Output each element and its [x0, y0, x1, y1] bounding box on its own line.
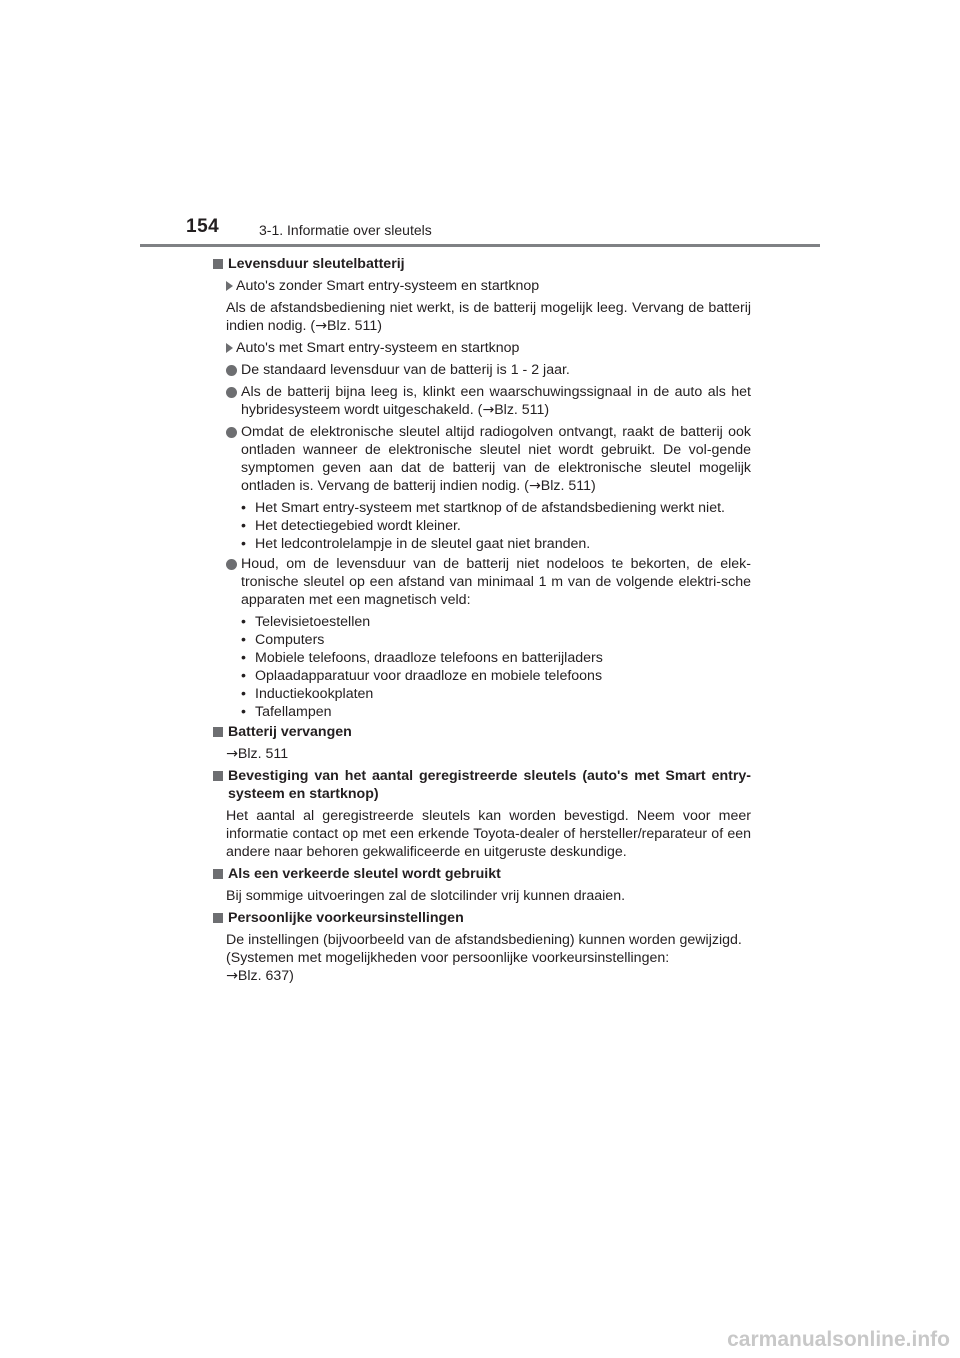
watermark-text: carmanualsonline.info [727, 1328, 950, 1351]
subheading-without-smart-entry: Auto's zonder Smart entry-systeem en startknop [211, 277, 751, 295]
heading-battery-life: Levensduur sleutelbatterij [211, 255, 751, 273]
square-bullet-icon [213, 869, 223, 879]
subheading-with-smart-entry: Auto's met Smart entry-systeem en startknop [211, 339, 751, 357]
arrow-icon: → [528, 478, 541, 494]
arrow-icon: → [226, 746, 238, 762]
device-list [211, 613, 751, 721]
square-bullet-icon [213, 259, 223, 269]
square-bullet-icon [213, 913, 223, 923]
bullet-item: Houd, om de levensduur van de batterij niet nodeloos te bekorten, de elek-tronische sleutel op een afstand van minimaal 1 m van de volgende elektri-sche apparaten met een magnetisch veld: [211, 555, 751, 609]
page-reference[interactable]: Blz. 637) [237, 968, 294, 984]
symptom-list [211, 499, 751, 553]
square-bullet-icon [213, 727, 223, 737]
list-item: • Het Smart entry-systeem met startknop of de afstandsbediening werkt niet. [241, 500, 725, 516]
paragraph-personal-settings: De instellingen (bijvoorbeeld van de afstandsbediening) kunnen worden gewijzigd. (Systemen met mogelijkheden voor persoonlijke voorkeursinstellingen: →Blz. 637) [226, 932, 742, 984]
arrow-icon: → [315, 318, 328, 334]
page-content [211, 255, 751, 989]
triangle-pointer-icon [226, 281, 233, 291]
bullet-item: De standaard levensduur van de batterij is 1 - 2 jaar. [211, 361, 751, 379]
section-title: 3-1. Informatie over sleutels [259, 222, 432, 238]
list-item: • Oplaadapparatuur voor draadloze en mobiele telefoons [241, 668, 603, 684]
heading-replace-battery: Batterij vervangen [211, 723, 751, 741]
page-reference[interactable]: Blz. 511 [237, 746, 289, 762]
page-number: 154 [186, 216, 220, 237]
list-item: • Inductiekookplaten [241, 686, 374, 702]
list-item: • Tafellampen [241, 704, 332, 720]
page-header [0, 0, 960, 250]
arrow-icon: → [226, 968, 238, 984]
square-bullet-icon [213, 771, 223, 781]
circle-bullet-icon [226, 559, 237, 570]
paragraph-replace-ref [211, 745, 751, 763]
list-item: • Computers [241, 632, 325, 648]
page-reference[interactable]: Blz. 511) [540, 478, 596, 494]
heading-wrong-key: Als een verkeerde sleutel wordt gebruikt [211, 865, 751, 883]
list-item: • Mobiele telefoons, draadloze telefoons en batterijladers [241, 650, 603, 666]
list-item: • Televisietoestellen [241, 614, 371, 630]
header-divider [140, 244, 820, 247]
list-item: • Het ledcontrolelampje in de sleutel gaat niet branden. [241, 536, 591, 552]
heading-personal-settings: Persoonlijke voorkeursinstellingen [211, 909, 751, 927]
bullet-item: Als de batterij bijna leeg is, klinkt een waarschuwingssignaal in de auto als het hybridesysteem wordt uitgeschakeld. (→Blz. 511) [211, 383, 751, 419]
bullet-item: Omdat de elektronische sleutel altijd radiogolven ontvangt, raakt de batterij ook ontladen wanneer de elektronische sleutel niet wordt gebruikt. De vol-gende symptomen geven aan dat de batterij van de elektronische sleutel mogelijk ontladen is. Vervang de batterij indien nodig. (→Blz. 511) [211, 423, 751, 495]
circle-bullet-icon [226, 365, 237, 376]
triangle-pointer-icon [226, 343, 233, 353]
heading-confirm-keys: Bevestiging van het aantal geregistreerde sleutels (auto's met Smart entry-systeem en startknop) [211, 767, 751, 803]
paragraph-remote-battery: Als de afstandsbediening niet werkt, is de batterij mogelijk leeg. Vervang de batterij indien nodig. (→Blz. 511) [226, 300, 751, 334]
paragraph-confirm-keys: Het aantal al geregistreerde sleutels kan worden bevestigd. Neem voor meer informatie contact op met een erkende Toyota-dealer of hersteller/reparateur of een andere naar behoren gekwalificeerde en uitgeruste deskundige. [226, 808, 751, 860]
page-reference[interactable]: Blz. 511) [327, 318, 382, 334]
circle-bullet-icon [226, 427, 237, 438]
circle-bullet-icon [226, 387, 237, 398]
paragraph-wrong-key: Bij sommige uitvoeringen zal de slotcilinder vrij kunnen draaien. [226, 888, 626, 904]
list-item: • Het detectiegebied wordt kleiner. [241, 518, 461, 534]
page-reference[interactable]: Blz. 511) [494, 402, 550, 418]
arrow-icon: → [482, 402, 495, 418]
